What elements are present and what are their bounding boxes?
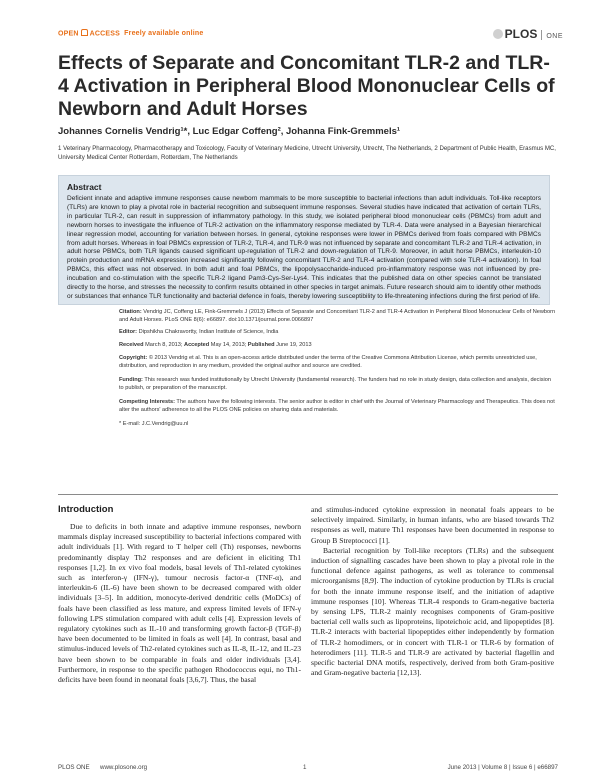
citation-label: Citation: [119, 309, 142, 315]
received-date: March 8, 2013; [145, 342, 183, 348]
article-title: Effects of Separate and Concomitant TLR-2 and TLR-4 Activation in Peripheral Blood Mononuclear Cells of Newborn and Adult Horses [58, 52, 555, 120]
footer-issue: June 2013 | Volume 8 | Issue 6 | e66897 [447, 764, 558, 771]
intro-paragraph-1: Due to deficits in both innate and adaptive immune responses, newborn mammals display increased susceptibility to bacterial infections compared with adult individuals [1]. With regard to T helper cell (Th) responses, newborns predominantly display Th2 responses and are deficient in eliciting Th1 responses [1,2]. In ex vivo foal models, basal levels of Th1-related cytokines such as interferon-γ (IFN-γ), tumour necrosis factor-α (TNF-α), and interleukin-6 (IL-6) have been shown to be decreased compared with older individuals [3–5]. In addition, monocyte-derived dendritic cells (MoDCs) of foals have been classified as less mature, and express limited levels of IFN-γ following LPS stimulation compared with adult cells [4]. Expression levels of regulatory cytokines such as IL-10 and transforming growth factor-β (TGF-β) have been documented to be limited in foals as well [4]. In contrast, basal and stimulus-induced levels of Th2-related cytokines such as IL-8, IL-12, and IL-23 have been shown to be comparable in foals and older individuals [3,4]. Furthermore, in response to the specific pathogen Rhodococcus equi, no Th1-deficits have been found in neonatal foals [3,6,7]. Thus, the basal [58, 522, 301, 685]
abstract-heading: Abstract [67, 182, 102, 192]
competing-text: The authors have the following interests. The senior author is editor in chief with the Journal of Veterinary Pharmacology and Therapeutics. This does not alter the authors' adherence to all the PLOS ONE policies on sharing data and materials. [119, 399, 555, 414]
footer-journal: PLOS ONE [58, 764, 90, 771]
competing-label: Competing Interests: [119, 399, 175, 405]
introduction-heading: Introduction [58, 504, 114, 515]
brand-name: PLOS [504, 27, 538, 41]
logo-divider [541, 30, 542, 40]
plos-one-logo [493, 27, 563, 41]
intro-right-column [311, 505, 554, 678]
funding-block [119, 376, 557, 392]
citation-text: Vendrig JC, Coffeng LE, Fink-Gremmels J (2013) Effects of Separate and Concomitant TLR-2 and TLR-4 Activation in Peripheral Blood Mononuclear Cells of Newborn and Adult Horses. PLoS ONE 8(6): e66897. doi:10.1371/journal.pone.0066897 [119, 309, 556, 324]
funding-label: Funding: [119, 377, 143, 383]
published-label: Published [247, 342, 275, 348]
open-access-label: OPEN [58, 30, 79, 38]
editor-text: Dipshikha Chakravortty, Indian Institute of Science, India [138, 329, 279, 335]
copyright-label: Copyright: [119, 355, 148, 361]
intro-left-column [58, 522, 301, 685]
citation-block [119, 308, 557, 324]
affiliations: 1 Veterinary Pharmacology, Pharmacotherapy and Toxicology, Faculty of Veterinary Medicine, Utrecht University, Utrecht, The Netherlands, 2 Department of Public Health, Erasmus MC, University Medical Center Rotterdam, Rotterdam, The Netherlands [58, 145, 556, 161]
intro-paragraph-2: Bacterial recognition by Toll-like receptors (TLRs) and the subsequent induction of signalling cascades have been shown to play a pivotal role in the functional defence against pathogens, as well as tolerance to commensal microorganisms [8,9]. The induction of cytokine production by TLRs is crucial for both the innate immune response itself, and the initiation of adaptive immune responses [10]. Whereas TLR-4 responds to Gram-negative bacteria by sensing LPS, TLR-2 mainly recognises components of Gram-positive bacterial cell walls such as lipoproteins, lipoteichoic acid, and lipopeptides [8]. TLR-2 interacts with bacterial lipopeptides either independently by formation of TLR-2 homodimers, or in concert with TLR-1 or TLR-6 by formation of heterodimers [11]. TLR-5 and TLR-9 are activated by bacterial flagellin and specific bacterial DNA motifs, respectively, derived from both Gram-positive and Gram-negative bacteria [12,13]. [311, 545, 554, 678]
author-list: Johannes Cornelis Vendrig¹*, Luc Edgar Coffeng², Johanna Fink-Gremmels¹ [58, 126, 401, 137]
footer-url[interactable]: www.plosone.org [100, 764, 148, 771]
funding-text: This research was funded institutionally by Utrecht University (fundamental research). The funders had no role in study design, data collection and analysis, decision to publish, or preparation of the manuscript. [119, 377, 551, 392]
email-block [119, 420, 557, 428]
dates-block [119, 341, 557, 349]
editor-label: Editor: [119, 329, 138, 335]
abstract-box [58, 175, 550, 305]
accepted-date: May 14, 2013; [210, 342, 247, 348]
published-date: June 19, 2013 [276, 342, 312, 348]
competing-interests-block [119, 398, 557, 414]
abstract-text: Deficient innate and adaptive immune responses cause newborn mammals to be more susceptible to bacterial infections than adult individuals. Toll-like receptors (TLRs) are known to play a pivotal role in bacterial recognition and subsequent immune responses. Several studies have indicated that activation of certain TLRs, in particular TLR-2, can result in suppression of inflammatory pathology. In this study, we isolated peripheral blood mononuclear cells (PBMCs) from adult and newborn horses to investigate the influence of TLR-2 activation on the inflammatory response mediated by TLR-4. Data were analysed in a Bayesian hierarchical linear regression model, accounting for variation between horses. In general, cytokine responses were lower in PBMCs derived from foals compared with PBMCs from adult horses. Whereas in foal PBMCs expression of TLR-2, TLR-4, and TLR-9 was not influenced by separate and concomitant TLR-2 and TLR-4 activation, in adult horse PBMCs, both TLR ligands caused significant up-regulation of TLR-2 and down-regulation of TLR-9. Moreover, in adult horse PBMCs, interleukin-10 protein production and mRNA expression increased significantly following concomitant TLR-2 and TLR-4 activation (compared with sole TLR-4 activation). In foal PBMCs, this effect was not observed. In both adult and foal PBMCs, the lipopolysaccharide-induced pro-inflammatory response was not influenced by pre-incubation and co-stimulation with the specific TLR-2 ligand Pam3-Cys-Ser-Lys4. This indicates that the published data on other species cannot be translated directly to the horse, and stresses the necessity to confirm results obtained in other species in target animals. Future research should aim to identify other methods or substances that enhance TLR functionality and bacterial defence in foals, thereby lowering susceptibility to life-threatening infections during the first period of life. [67, 195, 541, 300]
section-divider [58, 494, 558, 495]
intro-paragraph-1-cont: and stimulus-induced cytokine expression in neonatal foals appears to be selectively impaired. Similarly, in human infants, who are biased towards Th2 responses as well, mature Th1 responses have been documented in response to Group B Streptococci [1]. [311, 505, 554, 545]
page-number: 1 [303, 764, 307, 771]
access-label: ACCESS [89, 30, 121, 38]
freely-available-label: Freely available online [124, 30, 204, 38]
accepted-label: Accepted [184, 342, 210, 348]
brand-sub: ONE [546, 33, 563, 40]
copyright-text: © 2013 Vendrig et al. This is an open-access article distributed under the terms of the Creative Commons Attribution License, which permits unrestricted use, distribution, and reproduction in any medium, provided the original author and source are credited. [119, 355, 537, 370]
plos-logo-icon [493, 29, 503, 39]
lock-icon [81, 29, 88, 36]
journal-header [58, 27, 563, 43]
received-label: Received [119, 342, 144, 348]
open-access-banner [58, 30, 203, 37]
corresponding-email: * E-mail: J.C.Vendrig@uu.nl [119, 421, 189, 427]
copyright-block [119, 354, 557, 370]
editor-block [119, 328, 557, 336]
